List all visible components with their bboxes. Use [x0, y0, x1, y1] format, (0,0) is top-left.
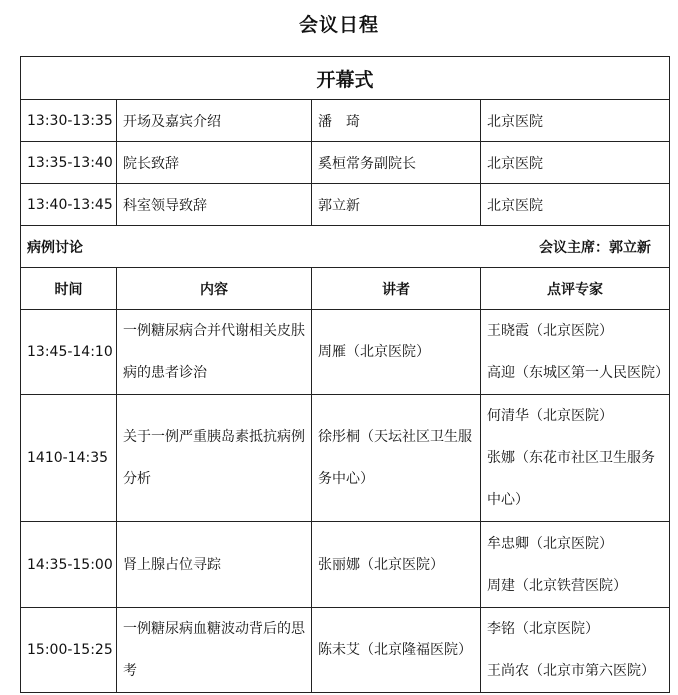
opening-content: 开场及嘉宾介绍 [117, 100, 312, 142]
schedule-table-part-2 [20, 521, 670, 693]
opening-speaker: 奚桓常务副院长 [312, 142, 481, 184]
case-content-line: 一例糖尿病血糖波动背后的思 [123, 621, 305, 637]
case-speaker-line: 陈未艾（北京隆福医院） [318, 642, 472, 658]
opening-org: 北京医院 [481, 100, 670, 142]
case-content [117, 395, 312, 522]
opening-time: 13:40-13:45 [21, 184, 117, 226]
col-header-reviewer: 点评专家 [481, 268, 670, 310]
case-time: 1410-14:35 [21, 395, 117, 522]
opening-row [21, 184, 670, 226]
opening-org: 北京医院 [481, 142, 670, 184]
meeting-chair: 会议主席：郭立新 [312, 226, 670, 268]
opening-time: 13:30-13:35 [21, 100, 117, 142]
col-header-time: 时间 [21, 268, 117, 310]
case-speaker [312, 310, 481, 395]
col-header-content: 内容 [117, 268, 312, 310]
case-reviewer-line: 何清华（北京医院） [487, 408, 613, 424]
column-header-row [21, 268, 670, 310]
case-content-line: 病的患者诊治 [123, 365, 207, 381]
case-content [117, 310, 312, 395]
case-content-line: 分析 [123, 471, 151, 487]
opening-speaker: 郭立新 [312, 184, 481, 226]
case-content-line: 考 [123, 663, 137, 679]
case-reviewer [481, 395, 670, 522]
case-row [21, 608, 670, 693]
case-reviewer-line: 王尚农（北京市第六医院） [487, 663, 655, 679]
case-time: 14:35-15:00 [21, 522, 117, 608]
case-reviewer [481, 310, 670, 395]
case-speaker-line: 务中心） [318, 471, 374, 487]
case-content-line: 一例糖尿病合并代谢相关皮肤 [123, 323, 305, 339]
case-row [21, 310, 670, 395]
opening-content: 院长致辞 [117, 142, 312, 184]
case-speaker-line: 徐彤桐（天坛社区卫生服 [318, 429, 472, 445]
case-section-title: 病例讨论 [21, 226, 312, 268]
case-speaker [312, 608, 481, 693]
case-section-header [21, 226, 670, 268]
case-reviewer-line: 周建（北京铁营医院） [487, 577, 627, 594]
opening-row [21, 142, 670, 184]
col-header-speaker: 讲者 [312, 268, 481, 310]
case-content-line: 肾上腺占位寻踪 [123, 556, 221, 573]
case-reviewer [481, 522, 670, 608]
case-content [117, 608, 312, 693]
schedule-table-part-1 [20, 56, 670, 522]
case-speaker-line: 张丽娜（北京医院） [318, 556, 444, 573]
opening-row [21, 100, 670, 142]
case-content-line: 关于一例严重胰岛素抵抗病例 [123, 429, 305, 445]
opening-speaker: 潘 琦 [312, 100, 481, 142]
case-reviewer-line: 中心） [487, 492, 529, 508]
case-row [21, 522, 670, 608]
page-title: 会议日程 [298, 14, 379, 36]
case-reviewer [481, 608, 670, 693]
case-speaker [312, 395, 481, 522]
opening-org: 北京医院 [481, 184, 670, 226]
case-time: 15:00-15:25 [21, 608, 117, 693]
opening-time: 13:35-13:40 [21, 142, 117, 184]
case-row [21, 395, 670, 522]
case-reviewer-line: 牟忠卿（北京医院） [487, 535, 613, 552]
case-reviewer-line: 王晓霞（北京医院） [487, 323, 613, 339]
opening-heading: 开幕式 [21, 57, 670, 100]
case-speaker [312, 522, 481, 608]
case-content [117, 522, 312, 608]
case-reviewer-line: 李铭（北京医院） [487, 621, 599, 637]
case-time: 13:45-14:10 [21, 310, 117, 395]
case-speaker-line: 周雁（北京医院） [318, 344, 430, 360]
opening-content: 科室领导致辞 [117, 184, 312, 226]
case-reviewer-line: 高迎（东城区第一人民医院） [487, 365, 669, 381]
case-reviewer-line: 张娜（东花市社区卫生服务 [487, 450, 655, 466]
